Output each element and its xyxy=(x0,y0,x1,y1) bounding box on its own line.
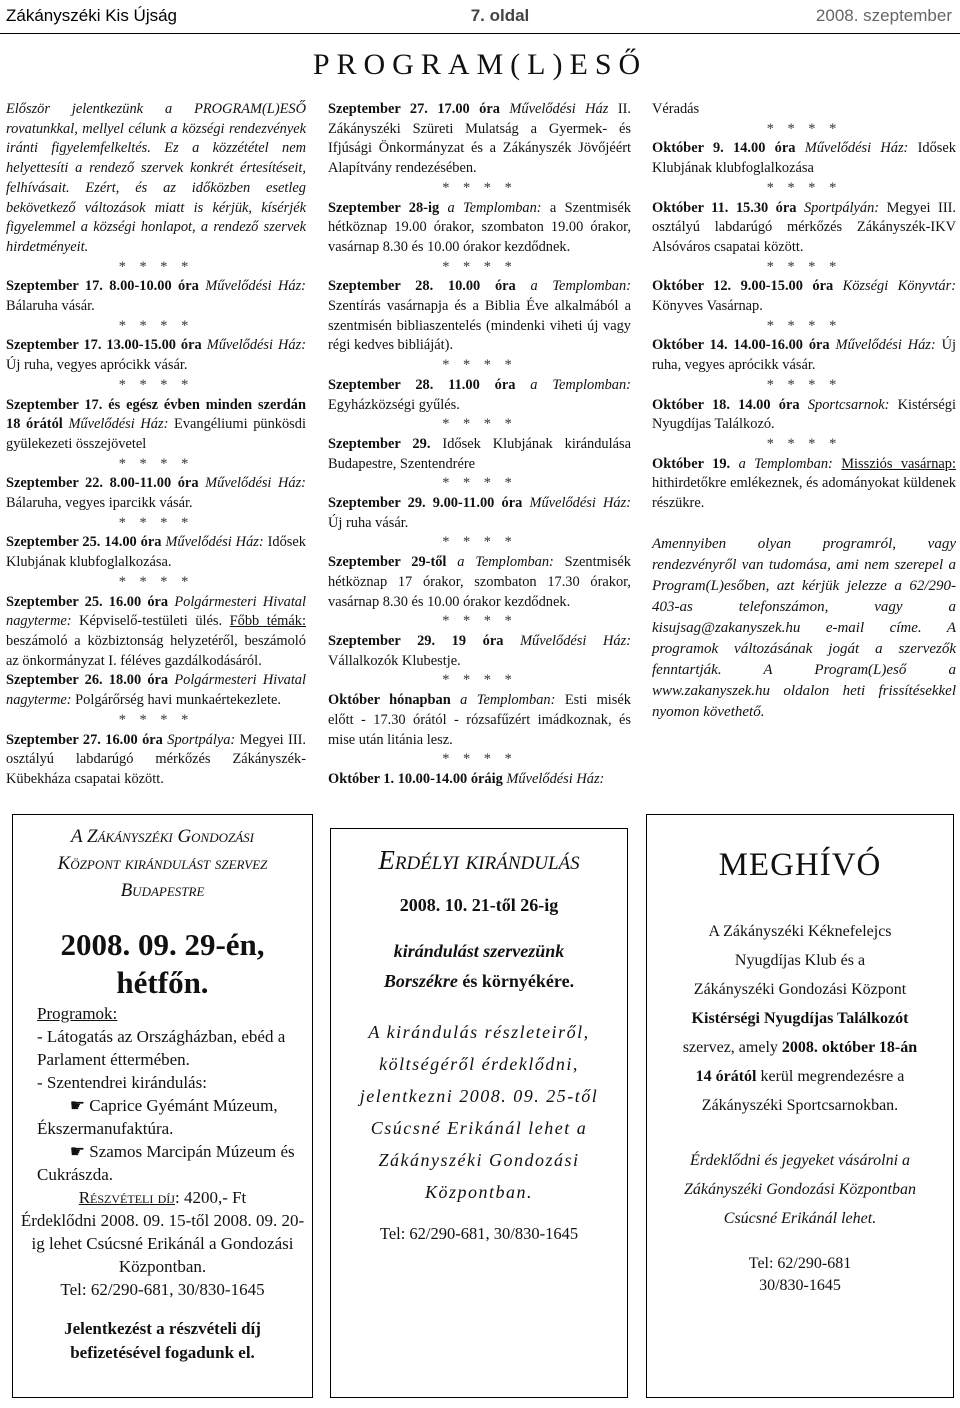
erdely-box xyxy=(330,828,628,1398)
box1-tel: Tel: 62/290-681, 30/830-1645 xyxy=(60,1280,265,1299)
event: Szeptember 29. Idősek Klubjának kirándulása Budapestre, Szentendrére xyxy=(328,435,631,472)
box3-line: Kistérségi Nyugdíjas Találkozót xyxy=(691,1010,909,1027)
issue-date: 2008. szeptember xyxy=(815,6,952,25)
separator: * * * * xyxy=(442,357,517,374)
event: Október 14. 14.00-16.00 óra Művelődési Ház: Új ruha, vegyes aprócikk vásár. xyxy=(652,337,956,374)
program-item: - Szentendrei kirándulás: xyxy=(37,1073,207,1092)
separator: * * * * xyxy=(766,120,842,137)
separator: * * * * xyxy=(442,475,517,492)
box3-line: szervez, amely 2008. október 18-án xyxy=(682,1039,918,1056)
box2-tel: Tel: 62/290-681, 30/830-1645 xyxy=(379,1224,579,1243)
separator: * * * * xyxy=(442,258,517,275)
separator: * * * * xyxy=(118,258,194,275)
separator: * * * * xyxy=(766,435,842,452)
separator: * * * * xyxy=(442,751,517,768)
separator: * * * * xyxy=(118,711,194,728)
box2-title: Erdélyi kirándulás xyxy=(378,845,580,875)
event: Szeptember 17. 8.00-10.00 óra Művelődési Ház: Bálaruha vásár. xyxy=(6,278,306,315)
event: Szeptember 29. 19 óra Művelődési Ház: Vállalkozók Klubestje. xyxy=(328,632,631,669)
box2-body: A kirándulás részleteiről, költségéről érdeklődni, jelentkezni 2008. 09. 25-től Csúcsné Erikánál lehet a Zákányszéki Gondozási Központban. xyxy=(359,1022,599,1202)
event: Szeptember 27. 16.00 óra Sportpálya: Megyei III. osztályú labdarúgó mérkőzés Zákányszék-Kübekháza csapatai között. xyxy=(6,731,307,787)
box1-footer: Jelentkezést a részvételi díj befizetésével fogadunk el. xyxy=(64,1319,261,1362)
box3-info: Érdeklődni és jegyeket vásárolni a Zákányszéki Gondozási Központban Csúcsné Erikánál lehet. xyxy=(684,1152,916,1227)
intro-text: Először jelentkezünk a PROGRAM(L)ESŐ rovatunkkal, mellyel célunk a községi rendezvények iránti figyelemfelkeltés. Ez a közzététel nem helyettesíti a rendező szervek konkrét értesítéseit, felhívásait. Ezért, és az időközben esetleg bekövetkező változások miatt is kérjük, kísérjék figyelemmel a községi honlapot, a rendező szervek hirdetményeit. xyxy=(6,101,306,255)
event: Véradás xyxy=(652,101,700,117)
fee-value: : 4200,- Ft xyxy=(174,1188,247,1207)
event: Szeptember 17. és egész évben minden szerdán 18 órától Művelődési Ház: Evangéliumi pünkösdi gyülekezeti összejövetel xyxy=(6,396,306,452)
event: Szeptember 29. 9.00-11.00 óra Művelődési Ház: Új ruha vásár. xyxy=(328,495,631,531)
event: Szeptember 27. 17.00 óra Művelődési Ház II. Zákányszéki Szüreti Mulatság a Gyermek- és Ifjúsági Önkormányzat és a Zákányszék Jövőjéért Alapítvány rendezésében. xyxy=(328,101,631,177)
meghivo-box xyxy=(646,814,954,1398)
pointing-hand-icon: ☛ xyxy=(69,1096,85,1115)
box2-dates: 2008. 10. 21-től 26-ig xyxy=(399,895,559,915)
event: Szeptember 25. 16.00 óra Polgármesteri Hivatal nagyterme: Képviselő-testületi ülés. Főbb témák: beszámoló a közbiztonság helyzetéről, beszámoló az önkormányzat I. féléves gazdálkodásáról. xyxy=(6,593,307,669)
program-item: ☛ Szamos Marcipán Múzeum és Cukrászda. xyxy=(37,1142,295,1184)
page-number: 7. oldal xyxy=(470,6,530,25)
event: Szeptember 25. 14.00 óra Művelődési Ház: Idősek Klubjának klubfoglalkozása. xyxy=(6,534,306,571)
newspaper-name: Zákányszéki Kis Újság xyxy=(6,6,178,25)
closing-note: Amennyiben olyan programról, vagy rendezvényről van tudomása, ami nem szerepel a Program(L)esőben, azt kérjük jelezze a 62/290-403-as telefonszámon, vagy a kisujsag@zakanyszek.hu e-mail címe. A programok változásának jogát a szervezők fenntartják. A Program(L)eső a www.zakanyszek.hu oldalon heti frissítésekkel nyomon követhető. xyxy=(652,535,956,720)
separator: * * * * xyxy=(442,613,517,630)
box3-line: 14 órától kerül megrendezésre a xyxy=(695,1068,905,1085)
separator: * * * * xyxy=(442,179,517,196)
box3-title: MEGHÍVÓ xyxy=(718,847,882,883)
separator: * * * * xyxy=(766,258,842,275)
separator: * * * * xyxy=(118,514,194,531)
page-header xyxy=(0,0,960,34)
event: Szeptember 28-ig a Templomban: a Szentmisék hétköznap 19.00 órakor, szombaton 19.00 órakor, vasárnap 8.30 és 10.00 órakor kezdődnek. xyxy=(328,199,631,255)
separator: * * * * xyxy=(442,672,517,689)
box3-tel: Tel: 62/290-681 30/830-1645 xyxy=(748,1255,852,1294)
box3-line: Zákányszéki Gondozási Központ xyxy=(693,981,907,998)
separator: * * * * xyxy=(766,317,842,334)
separator: * * * * xyxy=(442,534,517,551)
separator: * * * * xyxy=(118,376,194,393)
section-title: PROGRAM(L)ESŐ xyxy=(312,48,648,81)
box1-info: Érdeklődni 2008. 09. 15-től 2008. 09. 20-ig lehet Csúcsné Erikánál a Gondozási Központban. xyxy=(20,1211,305,1276)
event: Szeptember 29-től a Templomban: Szentmisék hétköznap 17 órakor, szombaton 17.30 órakor, vasárnap 8.30 és 10.00 órakor kezdődnek. xyxy=(328,554,631,610)
box3-line: Zákányszéki Sportcsarnokban. xyxy=(701,1097,899,1114)
event: Szeptember 28. 10.00 óra a Templomban: Szentírás vasárnapja és a Biblia Éve alkalmából a szentmisén bibliaszentelés (mindenki viheti új vagy régi kedves bibliáját). xyxy=(328,278,631,354)
event: Október 9. 14.00 óra Művelődési Ház: Idősek Klubjának klubfoglalkozása xyxy=(652,140,956,177)
separator: * * * * xyxy=(118,455,194,472)
box2-line2: Borszékre és környékére. xyxy=(383,971,575,991)
program-item: ☛ Caprice Gyémánt Múzeum, Ékszermanufaktúra. xyxy=(37,1096,278,1138)
separator: * * * * xyxy=(118,317,194,334)
column-3 xyxy=(652,100,956,723)
separator: * * * * xyxy=(766,376,842,393)
column-2 xyxy=(328,100,631,790)
event: Október hónapban a Templomban: Esti misék előtt - 17.30 órától - rózsafűzért imádkoznak, és mise után litánia lesz. xyxy=(328,692,631,748)
fee-label: Részvételi díj xyxy=(78,1188,175,1207)
gondozasi-kozpont-box xyxy=(12,814,313,1398)
separator: * * * * xyxy=(442,416,517,433)
event: Szeptember 28. 11.00 óra a Templomban: Egyházközségi gyűlés. xyxy=(328,376,631,413)
box2-line1: kirándulást szervezünk xyxy=(393,941,565,961)
separator: * * * * xyxy=(766,179,842,196)
box1-date: 2008. 09. 29-én, hétfőn. xyxy=(60,927,265,1000)
pointing-hand-icon: ☛ xyxy=(69,1142,85,1161)
event: Szeptember 22. 8.00-11.00 óra Művelődési Ház: Bálaruha, vegyes iparcikk vásár. xyxy=(6,475,306,512)
box3-line: Nyugdíjas Klub és a xyxy=(734,952,866,969)
event: Szeptember 26. 18.00 óra Polgármesteri Hivatal nagyterme: Polgárőrség havi munkaértekezlete. xyxy=(6,672,307,709)
event: Október 12. 9.00-15.00 óra Községi Könyvtár: Könyves Vasárnap. xyxy=(652,278,956,315)
programs-label: Programok: xyxy=(37,1004,118,1023)
event: Szeptember 17. 13.00-15.00 óra Művelődési Ház: Új ruha, vegyes aprócikk vásár. xyxy=(6,337,306,374)
separator: * * * * xyxy=(118,573,194,590)
program-item: - Látogatás az Országházban, ebéd a Parlament éttermében. xyxy=(37,1027,286,1069)
event: Október 18. 14.00 óra Sportcsarnok: Kistérségi Nyugdíjas Találkozó. xyxy=(652,396,956,433)
event: Október 1. 10.00-14.00 óráig Művelődési Ház: xyxy=(328,770,605,787)
box3-line: A Zákányszéki Kéknefelejcs xyxy=(708,923,892,940)
box1-title: A Zákányszéki Gondozási Központ kirándulást szervez Budapestre xyxy=(57,826,268,901)
column-1 xyxy=(6,100,306,790)
event: Október 11. 15.30 óra Sportpályán: Megyei III. osztályú labdarúgó mérkőzés Zákányszék-IKV Alsóváros csapatai között. xyxy=(652,199,956,255)
event: Október 19. a Templomban: Missziós vasárnap: hithirdetőkre emlékeznek, és adományokat küldenek részükre. xyxy=(652,455,956,512)
